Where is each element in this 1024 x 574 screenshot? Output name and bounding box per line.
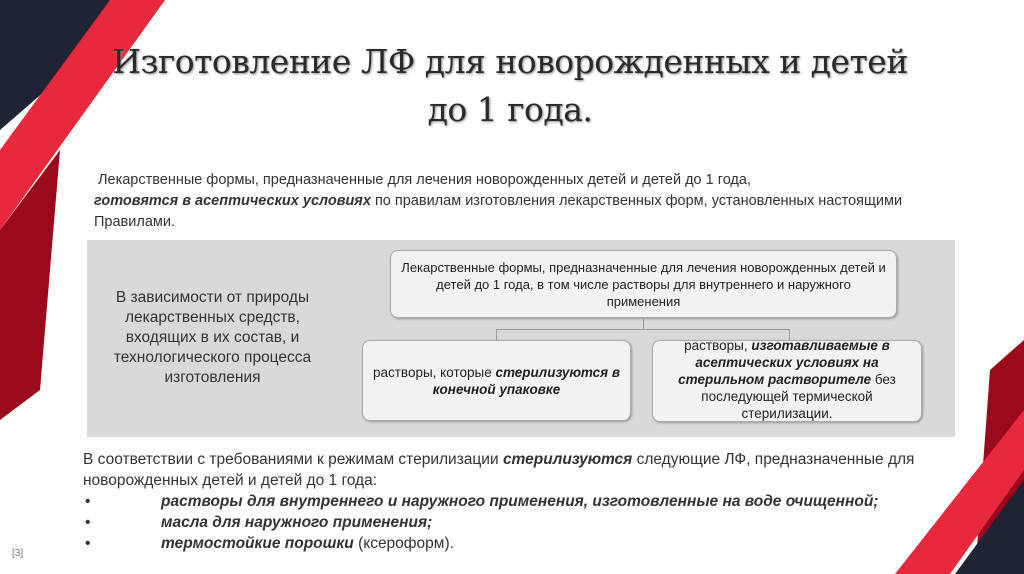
connector: [496, 329, 790, 330]
title-line-2: до 1 года.: [427, 90, 593, 129]
diagram-right-box: [652, 337, 922, 422]
list-item-emphasis: масла для наружного применения;: [161, 514, 433, 531]
box-text-rest: без последующей термической стерилизации.: [701, 371, 896, 421]
bullet: •: [85, 493, 91, 510]
diagram-top-box: Лекарственные формы, предназначенные для лечения новорожденных детей и детей до 1 года, в том числе растворы для внутреннего и наружного применения: [390, 250, 897, 318]
slide-title: [60, 38, 960, 134]
bottom-paragraph: [83, 449, 943, 554]
list-item: [83, 512, 943, 533]
bottom-text-rest: следующие ЛФ, предназначенные для новорожденных детей и детей до 1 года:: [83, 451, 915, 489]
list-item-content: [161, 512, 432, 533]
diagram-left-box: [362, 340, 631, 421]
bottom-text: В соответствии с требованиями к режимам стерилизации: [83, 451, 503, 468]
connector: [496, 329, 497, 340]
intro-emphasis: готовятся в асептических условиях: [94, 193, 371, 209]
list-item-content: [161, 533, 454, 554]
box-emphasis: изготавливаемые в асептических условиях на стерильном растворителе: [678, 337, 890, 387]
intro-text: Лекарственные формы, предназначенные для лечения новорожденных детей и детей до 1 года,: [98, 172, 751, 188]
intro-paragraph: [94, 170, 934, 233]
bullet: •: [85, 514, 91, 531]
intro-text-rest: по правилам изготовления лекарственных форм, установленных настоящими Правилами.: [94, 193, 903, 230]
box-text: растворы,: [684, 337, 752, 353]
box-emphasis: стерилизуются в конечной упаковке: [432, 364, 621, 397]
list-item-emphasis: термостойкие порошки: [161, 535, 354, 552]
box-content: [661, 337, 913, 422]
reference-number: [3]: [12, 548, 24, 559]
list-item: [83, 491, 943, 512]
bottom-emphasis: стерилизуются: [502, 451, 633, 468]
list-item-content: [161, 491, 878, 512]
box-content: [371, 364, 622, 398]
bullet: •: [85, 535, 91, 552]
box-text: растворы, которые: [372, 364, 496, 380]
list-item-text: (ксероформ).: [353, 535, 454, 552]
list-item-emphasis: растворы для внутреннего и наружного применения, изготовленные на воде очищенной;: [161, 493, 879, 510]
diagram-left-text: В зависимости от природы лекарственных средств, входящих в их состав, и технологического процесса изготовления: [113, 289, 312, 386]
bottom-intro-line: [83, 449, 943, 491]
title-line-1: Изготовление ЛФ для новорожденных и детей: [112, 42, 908, 81]
list-item: [83, 533, 943, 554]
